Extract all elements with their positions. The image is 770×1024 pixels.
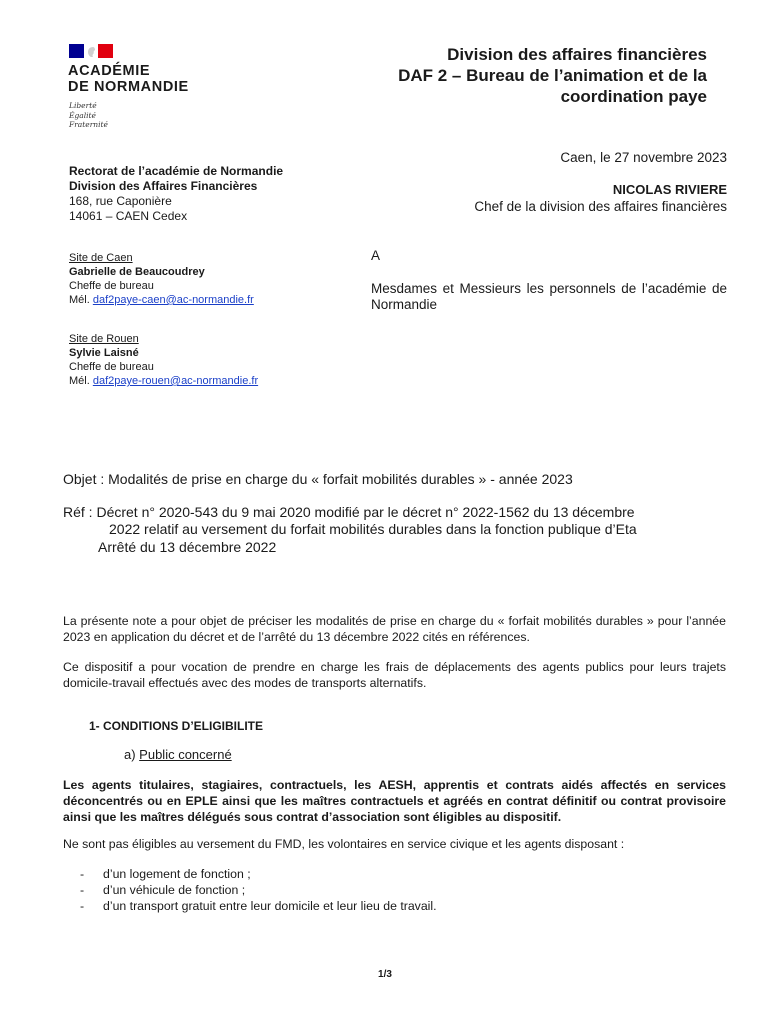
section-heading-eligibility: 1- CONDITIONS D’ELIGIBILITE: [89, 719, 264, 733]
signer-role: Chef de la division des affaires financières: [474, 199, 727, 214]
recipient-a: A: [371, 248, 381, 263]
mail-label: Mél.: [69, 375, 93, 387]
republic-motto: [69, 101, 108, 130]
mail-label: Mél.: [69, 294, 93, 306]
site-caen-role: Cheffe de bureau: [69, 280, 154, 292]
motto-fraternite: Fraternité: [69, 120, 108, 129]
list-item-text: d’un logement de fonction ;: [103, 867, 251, 881]
reference-line1: Réf : Décret n° 2020-543 du 9 mai 2020 modifié par le décret n° 2022-1562 du 13 décembre: [63, 504, 635, 520]
sender-address: [69, 164, 283, 224]
site-caen-mail-line: [69, 293, 254, 307]
site-caen-block: [69, 251, 254, 307]
body-paragraph-2: Ce dispositif a pour vocation de prendre en charge les frais de déplacements des agents publics pour leurs trajets domicile-travail effectués avec des modes de transports alternatifs.: [63, 660, 726, 690]
list-dash: -: [80, 867, 85, 881]
header-title-line3: coordination paye: [560, 87, 707, 106]
academy-logo-text: [68, 63, 189, 95]
header-title: [307, 44, 707, 107]
list-item: [80, 882, 437, 898]
motto-egalite: Égalité: [69, 110, 96, 120]
letter-object: Objet : Modalités de prise en charge du « forfait mobilités durables » - année 2023: [63, 471, 573, 487]
academy-logo-line2: DE NORMANDIE: [68, 79, 189, 95]
list-item-text: d’un véhicule de fonction ;: [103, 883, 246, 897]
place-date: Caen, le 27 novembre 2023: [560, 150, 727, 165]
site-rouen-email-link[interactable]: daf2paye-rouen@ac-normandie.fr: [92, 375, 259, 387]
page-number: 1/3: [378, 969, 392, 980]
header-title-line1: Division des affaires financières: [447, 45, 707, 64]
subsection-marker: a): [124, 747, 140, 762]
body-paragraph-eligible: Les agents titulaires, stagiaires, contractuels, les AESH, apprentis et contrats aidés affectés en services déconcentrés ou en EPLE ainsi que les maîtres contractuels et agréés en contrat définitif ou contrat provisoire ainsi que les maîtres délégués sous contrat d’association sont éligibles au dispositif.: [63, 778, 726, 824]
flag-red-band: [98, 44, 113, 58]
site-rouen-name: Site de Rouen: [69, 333, 139, 345]
site-rouen-role: Cheffe de bureau: [69, 361, 154, 373]
list-item-text: d’un transport gratuit entre leur domicile et leur lieu de travail.: [103, 899, 437, 913]
list-item: [80, 898, 437, 914]
republique-flag-logo: [69, 44, 113, 58]
body-paragraph-not-eligible: Ne sont pas éligibles au versement du FMD, les volontaires en service civique et les agents disposant :: [63, 837, 625, 851]
site-rouen-mail-line: [69, 374, 258, 388]
list-dash: -: [80, 899, 85, 913]
exclusion-list: [80, 866, 437, 914]
flag-blue-band: [69, 44, 84, 58]
signer-name: NICOLAS RIVIERE: [612, 182, 727, 197]
site-caen-contact: Gabrielle de Beaucoudrey: [69, 266, 205, 278]
sender-city: 14061 – CAEN Cedex: [69, 209, 188, 223]
site-caen-email-link[interactable]: daf2paye-caen@ac-normandie.fr: [92, 294, 254, 306]
reference-line2: 2022 relatif au versement du forfait mobilités durables dans la fonction publique d’Eta: [109, 521, 637, 537]
reference-line3: Arrêté du 13 décembre 2022: [98, 539, 277, 555]
subsection-title: Public concerné: [139, 747, 232, 762]
subsection-public-concerne: [124, 747, 232, 762]
list-dash: -: [80, 883, 85, 897]
site-rouen-block: [69, 332, 258, 388]
body-paragraph-1: La présente note a pour objet de préciser les modalités de prise en charge du « forfait mobilités durables » pour l’année 2023 en application du décret et de l’arrêté du 13 décembre 2022 cités en références.: [63, 614, 726, 644]
site-rouen-contact: Sylvie Laisné: [69, 347, 139, 359]
academy-logo-line1: ACADÉMIE: [68, 63, 151, 79]
list-item: [80, 866, 437, 882]
sender-division: Division des Affaires Financières: [69, 179, 258, 193]
header-title-line2: DAF 2 – Bureau de l’animation et de la: [398, 66, 707, 85]
sender-street: 168, rue Caponière: [69, 194, 172, 208]
marianne-profile-icon: [84, 46, 98, 58]
sender-org: Rectorat de l’académie de Normandie: [69, 164, 284, 178]
motto-liberte: Liberté: [69, 101, 97, 110]
recipient-text: Mesdames et Messieurs les personnels de l’académie de Normandie: [371, 281, 727, 312]
site-caen-name: Site de Caen: [69, 252, 133, 264]
